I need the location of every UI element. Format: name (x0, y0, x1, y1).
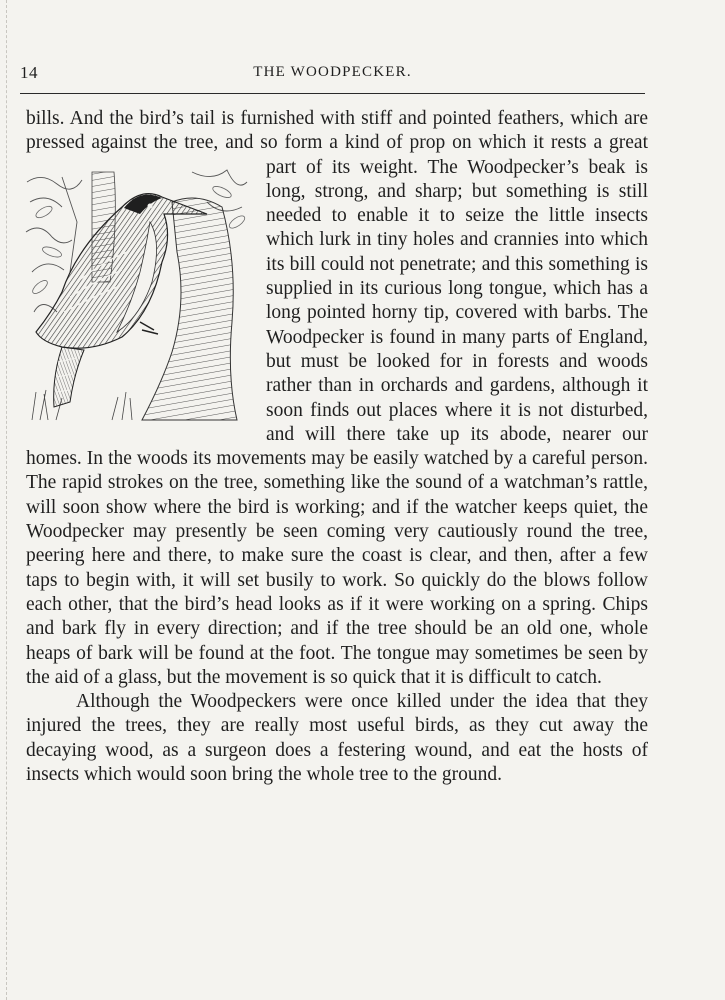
body-text (26, 107, 648, 787)
paragraph-1-lead: bills. And the bird’s tail is furnished with stiff and pointed feathers, which are pressed against the tree, and so form a kind of prop on which it rests a great part of its weight. (26, 108, 648, 178)
running-title: THE WOODPECKER. (253, 64, 412, 80)
page-edge (6, 0, 8, 1000)
page-number: 14 (20, 63, 38, 82)
paragraph-1-rest: The Woodpecker’s beak is long, strong, and sharp; but something is still needed to enable it to seize the little insects which lurk in tiny holes and crannies into which its bill could not penetrate; and this something is supplied in its curious long tongue, which has a long pointed horny tip, covered with barbs. The Woodpecker is found in many parts of England, but must be looked for in forests and woods rather than in orchards and gardens, although it soon finds out places where it is not disturbed, and will there take up its abode, nearer our homes. In the woods its movements may be easily watched by a careful person. The rapid strokes on the tree, something like the sound of a watchman’s rattle, will soon show where the bird is working; and if the watcher keeps quiet, the Woodpecker may presently be seen coming very cautiously round the tree, peering here and there, to make sure the coast is clear, and then, after a few taps to begin with, it will set busily to work. So quickly do the blows follow each other, that the bird’s head looks as if it were working on a spring. Chips and bark fly in every direction; and if the tree should be an old one, whole heaps of bark will be found at the foot. The tongue may sometimes be seen by the aid of a glass, but the movement is so quick that it is difficult to catch. (26, 156, 648, 688)
woodpecker-engraving-icon (22, 156, 258, 426)
header-rule (20, 93, 645, 94)
paragraph-1 (26, 107, 648, 690)
page-header (20, 63, 645, 85)
paragraph-2: Although the Woodpeckers were once killed under the idea that they injured the trees, they are really most useful birds, as they cut away the decaying wood, as a surgeon does a festering wound, and eat the hosts of insects which would soon bring the whole tree to the ground. (26, 691, 648, 786)
